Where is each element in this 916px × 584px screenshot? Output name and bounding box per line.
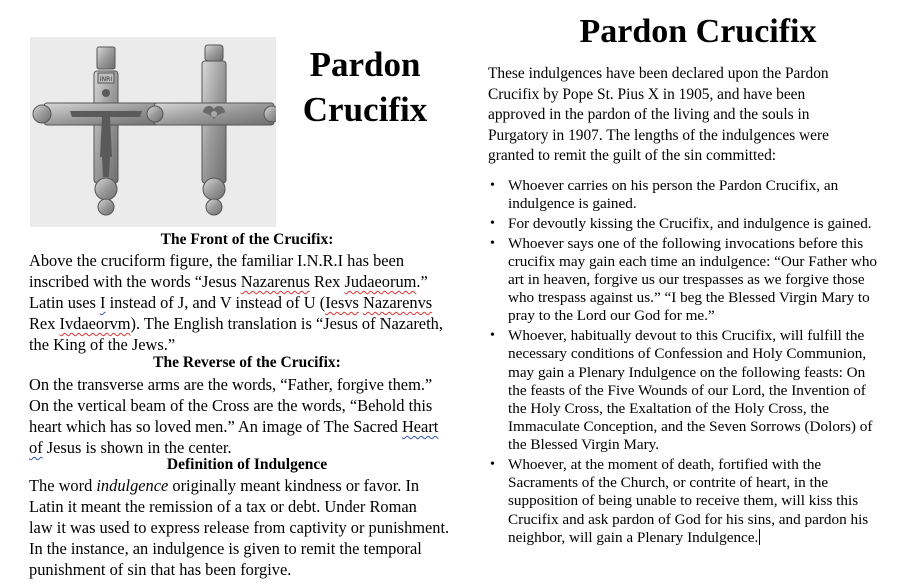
reverse-line: On the vertical beam of the Cross are the words, “Behold this (29, 396, 433, 415)
definition-line: Latin it meant the remission of a tax or debt. Under Roman (29, 497, 417, 516)
text-cursor (759, 529, 760, 545)
reverse-heading: The Reverse of the Crucifix: (153, 354, 341, 371)
intro-line: These indulgences have been declared upon the Pardon (488, 65, 829, 82)
definition-line: In the instance, an indulgence is given to remit the temporal (29, 539, 422, 558)
front-paragraph (29, 250, 465, 355)
indulgence-list (488, 177, 903, 549)
definition-paragraph (29, 475, 465, 580)
reverse-line: of Jesus is shown in the center. (29, 438, 232, 457)
front-line: Latin uses I instead of J, and V instead of U (Iesvs Nazarenvs (29, 293, 433, 312)
list-item: • Whoever carries on his person the Pardon Crucifix, an indulgence is gained. (488, 177, 903, 213)
intro-line: Purgatory in 1907. The lengths of the indulgences were (488, 126, 829, 144)
crucifix-photo (30, 37, 276, 227)
front-line: the King of the Jews.” (29, 335, 176, 354)
left-title-line1: Pardon (309, 45, 421, 84)
definition-line: punishment of sin that has been forgive. (29, 560, 292, 579)
front-line: Rex Ivdaeorvm). The English translation is “Jesus of Nazareth, (29, 314, 443, 333)
reverse-paragraph (29, 374, 465, 458)
crucifix-reverse (147, 45, 276, 215)
front-line: inscribed with the words “Jesus Nazarenus Rex Judaeorum.” (29, 272, 428, 291)
definition-line: law it was used to express release from captivity or punishment. (29, 518, 450, 537)
front-line: Above the cruciform figure, the familiar I.N.R.I has been (29, 251, 405, 270)
list-item: • Whoever, habitually devout to this Crucifix, will fulfill the necessary conditions of Confession and Holy Communion, may gain a Plenary Indulgence on the following feasts: On the feasts of the Five Wounds of our Lord, the Invention of the Holy Cross, the Exaltation of the Holy Cross, the Immaculate Conception, and the Seven Sorrows (Dolors) of the Blessed Virgin Mary. (488, 327, 903, 454)
list-item: • Whoever, at the moment of death, fortified with the Sacraments of the Church, or contrite of heart, in the supposition of being unable to receive them, will kiss this Crucifix and ask pardon of God for his sins, and pardon his neighbor, will gain a Plenary Indulgence. (488, 456, 903, 547)
intro-line: Crucifix by Pope St. Pius X in 1905, and have been (488, 85, 806, 103)
reverse-line: heart which has so loved men.” An image of The Sacred Heart (29, 417, 439, 436)
reverse-line: On the transverse arms are the words, “Father, forgive them.” (29, 375, 433, 394)
definition-heading: Definition of Indulgence (166, 456, 328, 473)
left-title (280, 45, 450, 130)
list-item: • For devoutly kissing the Crucifix, and indulgence is gained. (488, 215, 903, 233)
intro-paragraph (488, 64, 898, 167)
intro-line: approved in the pardon of the living and the souls in (488, 106, 810, 124)
intro-line: granted to remit the guilt of the sin committed: (488, 147, 777, 165)
list-item: • Whoever says one of the following invocations before this crucifix may gain each time an indulgence: “Our Father who art in heaven, forgive us our trespasses as we forgive those who trespass against us.” “I beg the Blessed Virgin Mary to pray to the Lord our God for me.” (488, 235, 903, 326)
left-title-line2: Crucifix (302, 90, 428, 129)
right-title: Pardon Crucifix (579, 13, 817, 50)
definition-line: The word indulgence originally meant kindness or favor. In (29, 476, 420, 495)
front-heading: The Front of the Crucifix: (160, 231, 334, 248)
inri-plaque: INRI (99, 76, 113, 83)
